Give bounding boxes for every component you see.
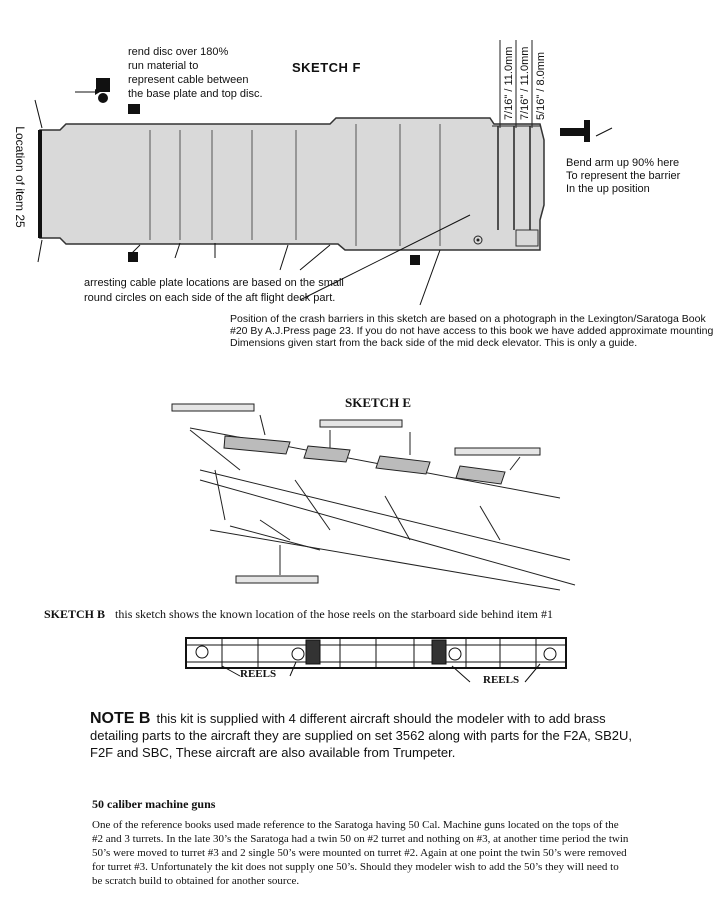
sketch-e-title: SKETCH E — [345, 395, 412, 410]
dimension-label-1: 7/16" / 11.0mm — [503, 46, 515, 120]
arresting-cable-note: arresting cable plate locations are based on the small round circles on each side of the aft flight deck part. — [84, 277, 344, 304]
dimension-label-2: 7/16" / 11.0mm — [519, 46, 531, 120]
barrier-arm-icon — [560, 120, 612, 142]
reels-label-2: REELS — [483, 674, 520, 686]
sketch-b-title: SKETCH B — [44, 607, 106, 621]
sketch-b-caption: this sketch shows the known location of the hose reels on the starboard side behind item #1 — [115, 607, 553, 621]
location-item-label: Location of item 25 — [13, 126, 27, 228]
sketch-e-drawing — [172, 404, 575, 590]
bend-disc-note: rend disc over 180% run material to represent cable between the base plate and top disc. — [128, 46, 263, 100]
machine-guns-title: 50 caliber machine guns — [92, 797, 216, 811]
reels-label-1: REELS — [240, 668, 277, 680]
sketch-e-leaders — [260, 415, 520, 575]
machine-guns-body: One of the reference books used made reference to the Saratoga having 50 Cal. Machine guns located on the tops of the #2 and 3 turrets. In the late 30’s the Saratoga had a twin 50 on #2 turret and nothing on #3, at another time period the twin 50’s were moved to turret #3 and 2 single 50’s were mounted on turret #2. Again at one point the twin 50’s were removed for turret #3. Unfortunately the kit does not supply one 50’s. Should they modeler wish to add the 50’s they will need to be scratch build to obtained for another source. — [92, 819, 629, 887]
sketch-f-title: SKETCH F — [292, 60, 361, 75]
crash-barrier-note: Position of the crash barriers in this sketch are based on a photograph in the Lexington/Saratoga Book #20 By A.J.Press page 23. If you do not have access to this book we have added approximate mounting Dimensions given start from the back side of the mid deck elevator. This is only a guide. — [230, 313, 714, 349]
note-b-text: this kit is supplied with 4 different aircraft should the modeler with to add brass detailing parts to the aircraft they are supplied on set 3562 along with parts for the F2A, SB2U, F2F and SBC, These aircraft are also available from Trumpeter. — [90, 711, 632, 760]
dimension-label-3: 5/16" / 8.0mm — [535, 51, 547, 120]
bend-arm-note: Bend arm up 90% here To represent the barrier In the up position — [566, 157, 681, 195]
note-b-title: NOTE B — [90, 710, 151, 727]
sketch-b-caption-row — [44, 607, 714, 622]
note-b — [90, 710, 650, 761]
